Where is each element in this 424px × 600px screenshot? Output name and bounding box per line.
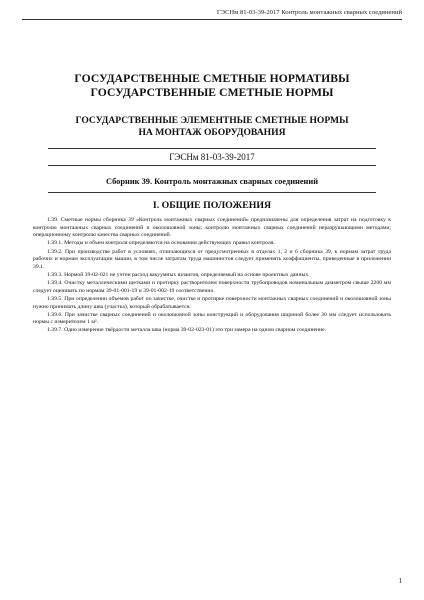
header-rule [22, 19, 402, 20]
collection-title: Сборник 39. Контроль монтажных сварных соединений [105, 177, 319, 186]
paragraph: 1.39.5. При определении объемов работ по зачистке, очистке и протирке поверхности монтажных сварных соединений и околошовной зоны нужно принимать длину шва (участка), который обрабатывается. [33, 295, 391, 310]
page-number: 1 [398, 578, 402, 585]
section-title: I. ОБЩИЕ ПОЛОЖЕНИЯ [152, 200, 272, 211]
subtitle-line-1: ГОСУДАРСТВЕННЫЕ ЭЛЕМЕНТНЫЕ СМЕТНЫЕ НОРМЫ [75, 115, 349, 126]
collection-rule [48, 192, 376, 193]
paragraph: 1.39.1. Методы и объем контроля определяются на основании действующих правил контроля. [47, 240, 275, 247]
paragraph: 1.39. Сметные нормы сборника 39 «Контроль монтажных сварных соединений» предназначены для определения затрат на подготовку к контролю монтажных сварных соединений и околошовной зоны; контролю монтажных сварных соединений неразрушающими методами; операционному контролю качества сварных соединений. [33, 217, 391, 239]
paragraph: 1.39.6. При зачистке сварных соединений и околошовной зоны конструкций и оборудования шириной более 30 мм следует использовать нормы с измерителем 1 м². [33, 311, 391, 326]
body-text [33, 217, 391, 336]
main-title-line-2: ГОСУДАРСТВЕННЫЕ СМЕТНЫЕ НОРМЫ [90, 86, 334, 99]
running-header: ГЭСНм 81-03-39-2017 Контроль монтажных сварных соединений [216, 9, 402, 16]
title-block [30, 72, 394, 138]
paragraph: 1.39.3. Нормой 39-02-021 не учтен расход вакуумных шлангов, определяемый на основе проектных данных. [47, 271, 310, 278]
subtitle-line-2: НА МОНТАЖ ОБОРУДОВАНИЯ [138, 126, 286, 138]
main-title-line-1: ГОСУДАРСТВЕННЫЕ СМЕТНЫЕ НОРМАТИВЫ [74, 72, 350, 85]
paragraph: 1.39.7. Одно измерение твёрдости металла шва (норма 39-02-023-01) это три замера на одном сварном соединение. [47, 327, 327, 334]
paragraph: 1.39.4. Очистку металлическими щетками и протирку растворителем поверхности трубопроводов номинальным диаметром свыше 2200 мм следует оценивать по нормам 39-01-001-19 и 39-01-002-19 соответственно. [33, 280, 391, 294]
paragraph: 1.39.2. При производстве работ в условиях, отличающихся от предусмотренных в отделах 1, 2 и 6 сборника 39, к нормам затрат труда рабочих и нормам эксплуатации машин, в том числе затратам труда машинистов следует применять коэффициенты, приведенные в приложении 39.1. [33, 248, 391, 270]
standard-code: ГЭСНм 81-03-39-2017 [48, 148, 376, 166]
